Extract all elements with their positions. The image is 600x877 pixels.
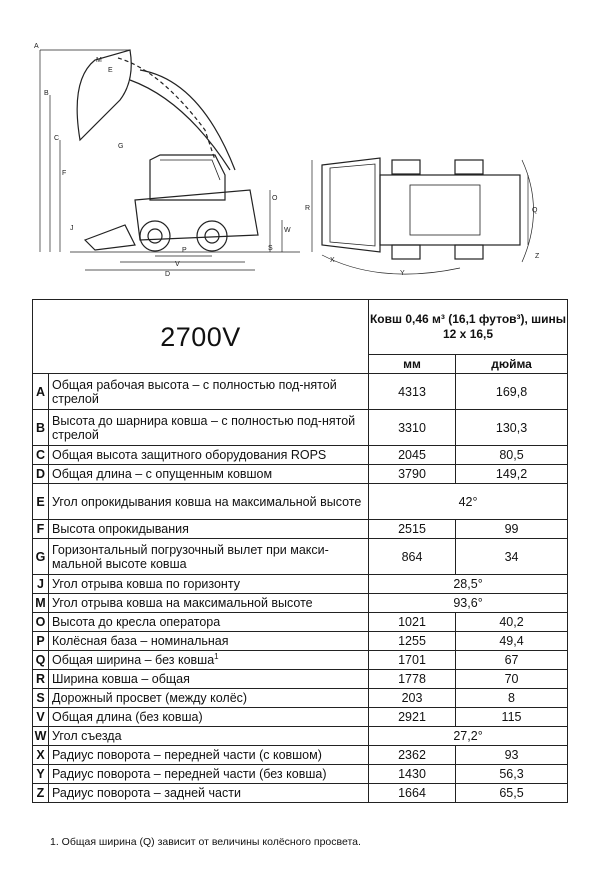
spec-value-mm: 3310 [369,410,456,446]
spec-letter: S [33,689,49,708]
dimension-letter: R [305,205,311,212]
dimension-letter: Y [400,270,405,277]
spec-description-text: Угол съезда [52,729,122,743]
dimension-letter: C [54,135,60,142]
spec-value-in: 93 [456,746,568,765]
spec-row [33,465,568,484]
spec-value-in: 80,5 [456,446,568,465]
footnote-marker: 1 [214,651,219,661]
spec-value-mm: 1778 [369,670,456,689]
dimension-letter: P [182,247,187,254]
spec-row [33,784,568,803]
spec-description [49,465,369,484]
spec-description [49,727,369,746]
dimension-letter: G [118,143,124,150]
spec-description-text: Угол отрыва ковша по горизонту [52,577,240,591]
spec-description-text: Радиус поворота – передней части (без ковша) [52,767,327,781]
dimension-letter: Q [532,207,538,214]
spec-value-in: 8 [456,689,568,708]
spec-value-angle: 42° [369,484,568,520]
spec-value-in: 70 [456,670,568,689]
spec-description [49,670,369,689]
spec-description [49,746,369,765]
dimension-letter: D [165,271,171,278]
spec-description [49,765,369,784]
dimension-letter: M [96,57,102,64]
spec-value-mm: 2515 [369,520,456,539]
spec-value-mm: 3790 [369,465,456,484]
spec-description [49,708,369,727]
spec-description-text: Ширина ковша – общая [52,672,190,686]
spec-value-mm: 2362 [369,746,456,765]
spec-description [49,651,369,670]
spec-description-text: Высота опрокидывания [52,522,189,536]
spec-description [49,632,369,651]
dimension-letter: A [34,43,39,50]
spec-description-text: Радиус поворота – задней части [52,786,241,800]
spec-value-mm: 864 [369,539,456,575]
spec-row [33,670,568,689]
spec-letter: G [33,539,49,575]
spec-description [49,446,369,465]
spec-row [33,632,568,651]
spec-letter: Z [33,784,49,803]
spec-row [33,651,568,670]
dimension-letter: V [175,261,180,268]
spec-description-text: Угол отрыва ковша на максимальной высоте [52,596,313,610]
dimension-letter: J [70,225,74,232]
spec-description [49,594,369,613]
spec-description-text: Горизонтальный погрузочный вылет при макси-мальной высоте ковша [52,542,329,571]
spec-value-in: 56,3 [456,765,568,784]
spec-letter: R [33,670,49,689]
spec-description [49,374,369,410]
spec-description [49,410,369,446]
spec-letter: Y [33,765,49,784]
spec-description [49,575,369,594]
dimension-drawing [0,0,600,290]
spec-row [33,575,568,594]
spec-value-in: 67 [456,651,568,670]
spec-value-mm: 2045 [369,446,456,465]
spec-value-mm: 1255 [369,632,456,651]
spec-value-angle: 27,2° [369,727,568,746]
spec-description-text: Колёсная база – номинальная [52,634,229,648]
unit-in-header: дюйма [456,355,568,374]
spec-value-mm: 1664 [369,784,456,803]
spec-letter: B [33,410,49,446]
spec-description-text: Общая рабочая высота – с полностью под-нятой стрелой [52,377,337,406]
specifications-table [32,299,568,803]
spec-letter: E [33,484,49,520]
top-view-drawing [312,158,534,274]
dimension-letter: O [272,195,278,202]
spec-description-text: Общая длина (без ковша) [52,710,203,724]
spec-row [33,708,568,727]
unit-mm-header: мм [369,355,456,374]
spec-value-mm: 1701 [369,651,456,670]
spec-letter: W [33,727,49,746]
spec-letter: C [33,446,49,465]
spec-row [33,727,568,746]
spec-description [49,484,369,520]
side-view-drawing [40,50,300,270]
spec-letter: O [33,613,49,632]
spec-value-in: 115 [456,708,568,727]
spec-row [33,484,568,520]
dimension-letter: B [44,90,49,97]
spec-row [33,594,568,613]
spec-value-angle: 28,5° [369,575,568,594]
spec-description [49,613,369,632]
spec-value-in: 40,2 [456,613,568,632]
spec-description-text: Радиус поворота – передней части (с ковшом) [52,748,322,762]
spec-description-text: Общая длина – с опущенным ковшом [52,467,273,481]
spec-value-in: 169,8 [456,374,568,410]
spec-description [49,539,369,575]
spec-letter: M [33,594,49,613]
spec-letter: J [33,575,49,594]
spec-row [33,689,568,708]
spec-letter: V [33,708,49,727]
spec-description-text: Общая высота защитного оборудования ROPS [52,448,327,462]
spec-value-mm: 1430 [369,765,456,784]
model-title: 2700V [33,300,369,374]
spec-value-in: 130,3 [456,410,568,446]
spec-letter: Q [33,651,49,670]
spec-row [33,746,568,765]
spec-value-angle: 93,6° [369,594,568,613]
spec-value-mm: 1021 [369,613,456,632]
spec-row [33,446,568,465]
dimension-letter: F [62,170,67,177]
spec-letter: D [33,465,49,484]
spec-value-in: 49,4 [456,632,568,651]
spec-description-text: Угол опрокидывания ковша на максимальной высоте [52,494,362,509]
dimension-letter: E [108,67,113,74]
spec-letter: P [33,632,49,651]
spec-description-text: Высота до кресла оператора [52,615,221,629]
spec-value-mm: 2921 [369,708,456,727]
spec-value-mm: 4313 [369,374,456,410]
spec-description [49,689,369,708]
spec-row [33,539,568,575]
spec-row [33,613,568,632]
spec-letter: X [33,746,49,765]
spec-description [49,784,369,803]
spec-value-in: 99 [456,520,568,539]
spec-row [33,410,568,446]
spec-description-text: Общая ширина – без ковша [52,653,215,667]
spec-row [33,765,568,784]
spec-letter: A [33,374,49,410]
dimension-letter: X [330,257,335,264]
spec-value-in: 34 [456,539,568,575]
spec-value-in: 149,2 [456,465,568,484]
spec-value-in: 65,5 [456,784,568,803]
config-header: Ковш 0,46 м³ (16,1 футов³), шины 12 х 16,5 [369,300,568,355]
dimension-letter: S [268,245,273,252]
spec-letter: F [33,520,49,539]
spec-description [49,520,369,539]
dimension-letter: W [284,227,291,234]
spec-description-text: Дорожный просвет (между колёс) [52,691,248,705]
spec-description-text: Высота до шарнира ковша – с полностью под-нятой стрелой [52,413,356,442]
dimension-letter: Z [535,253,540,260]
spec-row [33,374,568,410]
footnote: 1. Общая ширина (Q) зависит от величины колёсного просвета. [50,836,361,848]
spec-row [33,520,568,539]
spec-value-mm: 203 [369,689,456,708]
